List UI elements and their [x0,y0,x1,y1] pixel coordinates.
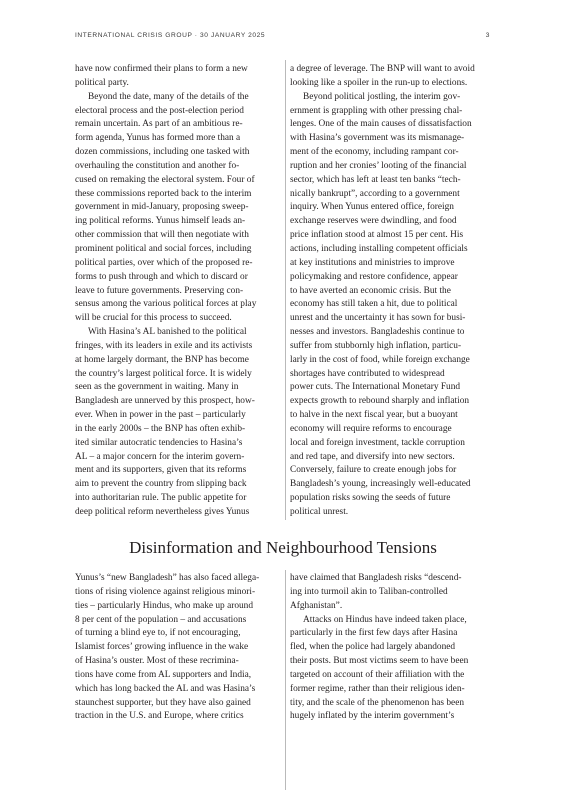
body-column-left [75,572,280,724]
running-header [75,32,490,44]
column-divider [285,60,286,520]
paragraph: Beyond the date, many of the details of the electoral process and the post-election period remain uncertain. As part of an ambitious re- form agenda, Yunus has formed more than a dozen commissions, including one tasked with overhauling the constitution and another fo- cused on remaking the electoral system. Four of these commissions reported back to the interim government in mid-January, proposing sweep- ing political reforms. Yunus himself leads an- other commission that will then negotiate with prominent political and social forces, including political parties, over which of the proposed re- forms to push through and which to discard or leave to future governments. Preserving con- sensus among the various political forces at play will be crucial for this process to succeed. [75,91,257,324]
paragraph: have now confirmed their plans to form a new political party. [75,64,248,88]
paragraph: With Hasina’s AL banished to the political fringes, with its leaders in exile and its activists at home largely dormant, the BNP has become the country’s largest political force. It is widely seen as the government in waiting. Many in Bangladesh are unnerved by this prospect, how- ever. When in power in the past – particularly in the early 2000s – the BNP has often exhib- ited similar autocratic tendencies to Hasina’s AL – a major concern for the interim govern- ment and its supporters, given that its reforms aim to prevent the country from slipping back into authoritarian rule. The public appetite for deep political reform nevertheless gives Yunus [75,327,255,517]
paragraph: Attacks on Hindus have indeed taken place, particularly in the first few days after Hasina fled, when the police had largely abandoned their posts. But most victims seem to have been targeted on account of their affiliation with the former regime, rather than their religious iden- tity, and the scale of the phenomenon has been hugely inflated by the interim government’s [290,614,469,722]
body-column-right [290,63,496,520]
body-column-right [290,572,496,724]
body-column-left [75,63,280,520]
paragraph: have claimed that Bangladesh risks “descend- ing into turmoil akin to Taliban-controlled Afghanistan”. [290,573,462,611]
section-heading: Disinformation and Neighbourhood Tensions [129,538,437,557]
page-number: 3 [485,32,490,39]
paragraph: Yunus’s “new Bangladesh” has also faced allega- tions of rising violence against religious minori- ties – particularly Hindus, who make up around 8 per cent of the population – and accusations of turning a blind eye to, if not encouraging, Islamist forces’ growing influence in the wake of Hasina’s ouster. Most of these recrimina- tions have come from AL supporters and India, which has long backed the AL and was Hasina’s staunchest supporter, but they have also gained traction in the U.S. and Europe, where critics [75,573,260,722]
running-title: INTERNATIONAL CRISIS GROUP · 30 JANUARY 2025 [75,32,266,39]
paragraph: a degree of leverage. The BNP will want to avoid looking like a spoiler in the run-up to elections. [290,64,475,88]
paragraph: Beyond political jostling, the interim gov- ernment is grappling with other pressing chal- lenges. One of the main causes of dissatisfaction with Hasina’s government was its mismanage- ment of the economy, including rampant cor- ruption and her cronies’ looting of the financial sector, which has left at least ten banks “tech- nically bankrupt”, according to a government inquiry. When Yunus entered office, foreign exchange reserves were dwindling, and food price inflation stood at almost 15 per cent. His actions, including installing competent officials at key institutions and ministries to improve policymaking and restore confidence, appear to have averted an economic crisis. But the economy has still taken a hit, due to political unrest and the uncertainty it has sown for busi- nesses and investors. Bangladeshis continue to suffer from stubbornly high inflation, particu- larly in the cost of food, while foreign exchange shortages have contributed to widespread power cuts. The International Monetary Fund expects growth to rebound sharply and inflation to halve in the next fiscal year, but a buoyant economy will require reforms to encourage local and foreign investment, tackle corruption and red tape, and diversify into new sectors. Conversely, failure to create enough jobs for Bangladesh’s young, increasingly well-educated population risks sowing the seeds of future political unrest. [290,91,472,517]
column-divider [285,570,286,790]
